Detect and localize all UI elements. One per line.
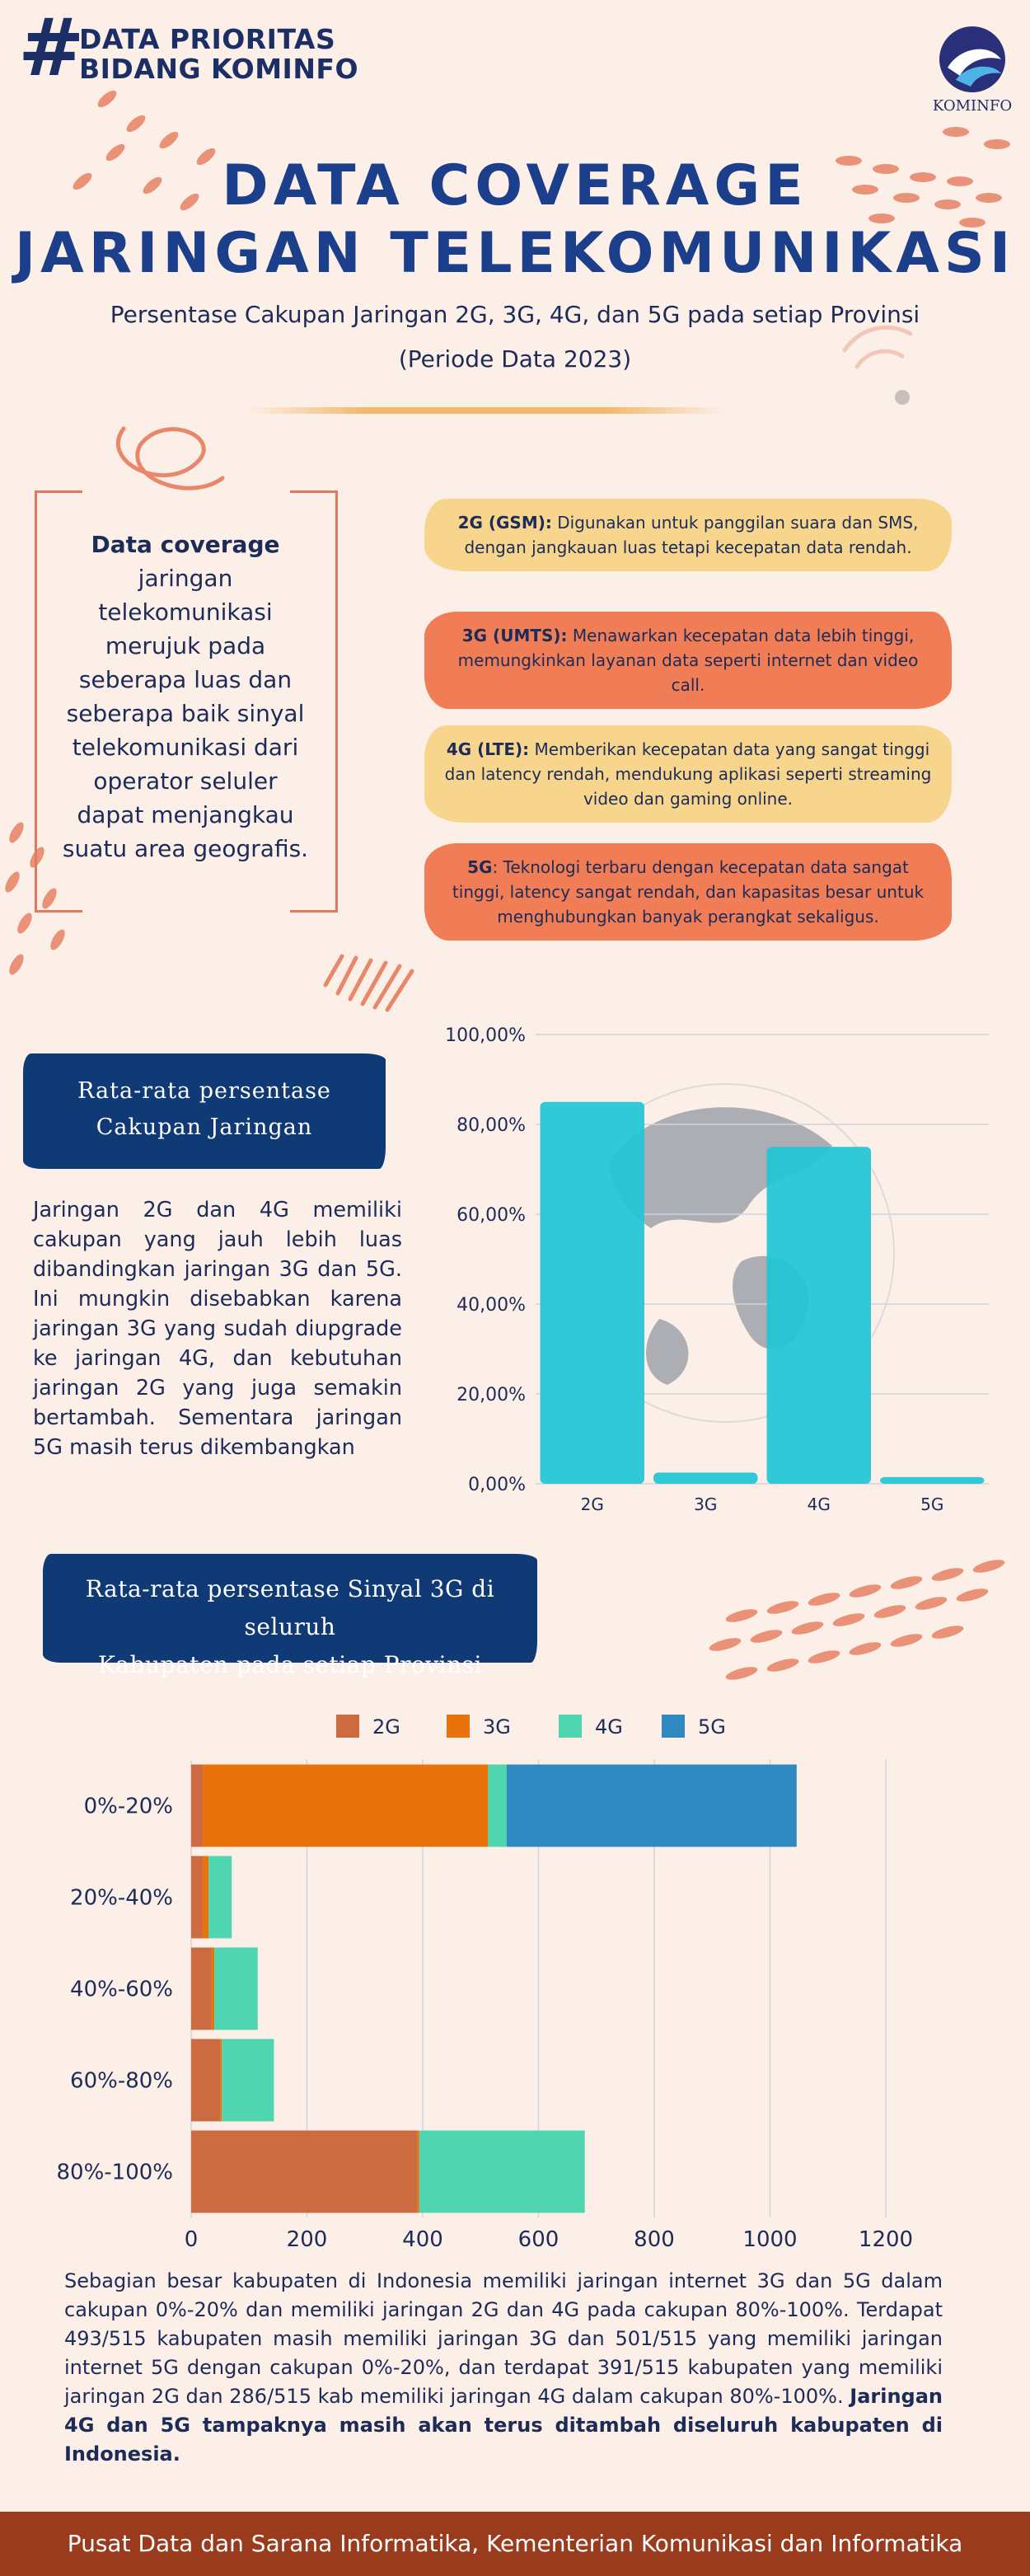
x-tick-label: 800: [634, 2227, 675, 2252]
x-tick-label: 400: [402, 2227, 443, 2252]
card-3g: [424, 612, 952, 709]
bar-segment-4g: [419, 2131, 585, 2213]
y-tick-label: 20%-40%: [70, 1885, 173, 1911]
definition-text: [58, 528, 313, 866]
bar-segment-2g: [191, 1948, 212, 2030]
subtitle-text: Persentase Cakupan Jaringan 2G, 3G, 4G, dan 5G pada setiap Provinsi: [110, 301, 920, 328]
section2-banner-line-2: Kabupaten pada setiap Provinsi: [98, 1651, 482, 1678]
bar-segment-4g: [488, 1765, 506, 1847]
card-3g-text: Menawarkan kecepatan data lebih tinggi, memungkinkan layanan data seperti internet dan video call.: [457, 626, 919, 695]
y-tick-label: 60,00%: [456, 1205, 526, 1226]
subtitle: [0, 293, 1030, 382]
bar-2g: [541, 1102, 645, 1484]
definition-body: jaringan telekomunikasi merujuk pada seberapa luas dan seberapa baik sinyal telekomunikasi dari operator seluler dapat menjangkau suatu area geografis.: [62, 565, 309, 862]
bar-segment-3g: [220, 2039, 222, 2122]
card-5g-text: : Teknologi terbaru dengan kecepatan data sangat tinggi, latency sangat rendah, dan kapasitas besar untuk menghubungkan banyak perangkat sekaligus.: [452, 857, 925, 927]
bar-segment-4g: [214, 1948, 258, 2030]
bar-segment-3g: [203, 1856, 208, 1939]
x-tick-label: 0: [184, 2227, 199, 2252]
brand-title: [79, 25, 358, 84]
y-tick-label: 40,00%: [456, 1295, 526, 1316]
divider: [247, 407, 725, 414]
definition-bold: Data coverage: [91, 531, 280, 558]
x-tick-label: 3G: [694, 1494, 718, 1514]
section1-banner: [23, 1053, 386, 1169]
brand-line-1: DATA PRIORITAS: [79, 23, 336, 55]
bar-segment-2g: [191, 2039, 220, 2122]
brand-line-2: BIDANG KOMINFO: [79, 53, 359, 85]
section2-paragraph-text: Sebagian besar kabupaten di Indonesia memiliki jaringan internet 3G dan 5G dalam cakupan 0%-20% dan memiliki jaringan 2G dan 4G pada cakupan 80%-100%. Terdapat 493/515 kabupaten masih memiliki jaringan 3G dan 501/515 yang memiliki jaringan internet 5G dengan cakupan 0%-20%, dan terdapat 391/515 kabupaten yang memiliki jaringan 2G dan 286/515 kab memiliki jaringan 4G dalam cakupan 80%-100%.: [64, 2269, 943, 2408]
section2-paragraph: [64, 2267, 943, 2469]
bar-segment-4g: [208, 1856, 232, 1939]
bar-segment-3g: [203, 1765, 488, 1847]
section2-paragraph-bold: Jaringan 4G dan 5G tampaknya masih akan terus ditambah diseluruh kabupaten di Indonesia.: [64, 2385, 943, 2466]
signal-stacked-bar-chart: [25, 1698, 1005, 2259]
card-5g: [424, 843, 952, 941]
legend-swatch: [559, 1715, 582, 1738]
footer: Pusat Data dan Sarana Informatika, Kementerian Komunikasi dan Informatika: [0, 2512, 1030, 2576]
y-tick-label: 80%-100%: [56, 2160, 173, 2185]
y-tick-label: 0,00%: [468, 1475, 526, 1495]
section1-paragraph: Jaringan 2G dan 4G memiliki cakupan yang jauh lebih luas dibandingkan jaringan 3G dan 5G. Ini mungkin disebabkan karena jaringan 3G yang sudah diupgrade ke jaringan 4G, dan kebutuhan jaringan 2G yang juga semakin bertambah. Sementara jaringan 5G masih terus dikembangkan: [33, 1198, 402, 1460]
legend-label: 3G: [483, 1715, 511, 1738]
legend-swatch: [662, 1715, 685, 1738]
logo-label: KOMINFO: [932, 97, 1013, 115]
bar-segment-4g: [222, 2039, 274, 2122]
bar-segment-2g: [191, 1856, 203, 1939]
y-tick-label: 40%-60%: [70, 1977, 173, 2002]
x-tick-label: 5G: [920, 1494, 944, 1514]
section1-banner-line-2: Cakupan Jaringan: [96, 1114, 313, 1140]
x-tick-label: 1000: [742, 2227, 798, 2252]
bar-segment-2g: [191, 1765, 203, 1847]
title-line-2: JARINGAN TELEKOMUNIKASI: [14, 221, 1016, 286]
section2-banner-line-1: Rata-rata persentase Sinyal 3G di seluruh: [85, 1575, 495, 1640]
card-4g: [424, 725, 952, 823]
legend-swatch: [447, 1715, 470, 1738]
x-tick-label: 2G: [580, 1494, 604, 1514]
y-tick-label: 20,00%: [456, 1385, 526, 1405]
legend-swatch: [336, 1715, 359, 1738]
bar-5g: [880, 1477, 985, 1484]
x-tick-label: 1200: [858, 2227, 914, 2252]
bar-segment-3g: [212, 1948, 215, 2030]
bar-3g: [653, 1472, 758, 1484]
bar-segment-2g: [191, 2131, 418, 2213]
card-3g-label: 3G (UMTS):: [461, 626, 568, 645]
x-tick-label: 4G: [807, 1494, 831, 1514]
bar-segment-3g: [418, 2131, 419, 2213]
main-title: [0, 152, 1030, 288]
legend-label: 5G: [698, 1715, 726, 1738]
y-tick-label: 0%-20%: [83, 1794, 173, 1819]
card-2g-label: 2G (GSM):: [457, 513, 552, 533]
card-2g-text: Digunakan untuk panggilan suara dan SMS, dengan jangkauan luas tetapi kecepatan data rendah.: [464, 513, 919, 557]
hash-symbol: #: [18, 2, 85, 94]
legend-label: 2G: [372, 1715, 400, 1738]
y-tick-label: 100,00%: [445, 1025, 526, 1046]
card-2g: [424, 499, 952, 571]
card-5g-label: 5G: [467, 857, 493, 877]
x-tick-label: 200: [286, 2227, 328, 2252]
card-4g-label: 4G (LTE):: [446, 739, 530, 759]
bar-4g: [767, 1147, 872, 1484]
bar-segment-5g: [507, 1765, 797, 1847]
period-text: (Periode Data 2023): [398, 345, 632, 373]
y-tick-label: 60%-80%: [70, 2068, 173, 2094]
card-4g-text: Memberikan kecepatan data yang sangat tinggi dan latency rendah, mendukung aplikasi seperti streaming video dan gaming online.: [444, 739, 932, 809]
y-tick-label: 80,00%: [456, 1115, 526, 1136]
section2-banner: [43, 1554, 537, 1678]
title-line-1: DATA COVERAGE: [222, 153, 808, 218]
legend-label: 4G: [595, 1715, 623, 1738]
x-tick-label: 600: [517, 2227, 559, 2252]
section1-banner-line-1: Rata-rata persentase: [77, 1078, 331, 1104]
coverage-bar-chart: [420, 1014, 997, 1517]
